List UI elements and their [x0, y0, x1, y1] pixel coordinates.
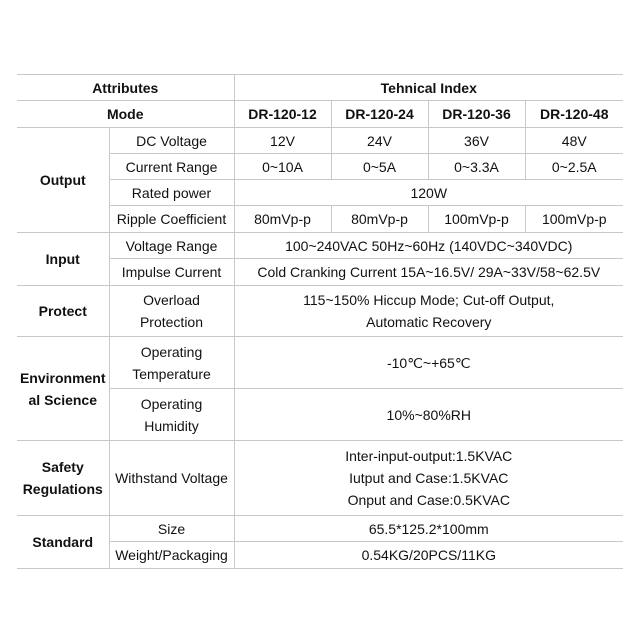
voltage-range-value: 100~240VAC 50Hz~60Hz (140VDC~340VDC) — [234, 233, 623, 259]
safety-category-line1: Safety — [41, 459, 84, 475]
ripple-value: 100mVp-p — [428, 206, 525, 233]
model-1: DR-120-12 — [234, 101, 331, 128]
voltage-range-row — [17, 233, 623, 259]
humidity-value: 10%~80%RH — [234, 389, 623, 441]
impulse-current-value: Cold Cranking Current 15A~16.5V/ 29A~33V/58~62.5V — [234, 259, 623, 286]
overload-row — [17, 286, 623, 337]
dc-voltage-row — [17, 128, 623, 154]
overload-value-line2: Automatic Recovery — [366, 314, 492, 330]
withstand-line2: Iutput and Case:1.5KVAC — [349, 470, 509, 486]
temperature-label-line2: Temperature — [132, 365, 211, 382]
voltage-range-label: Voltage Range — [109, 233, 234, 259]
dc-voltage-value: 24V — [331, 128, 428, 154]
current-range-label: Current Range — [109, 154, 234, 180]
ripple-value: 80mVp-p — [234, 206, 331, 233]
temperature-label — [109, 337, 234, 389]
ripple-value: 100mVp-p — [525, 206, 623, 233]
standard-category: Standard — [17, 516, 109, 569]
current-range-value: 0~5A — [331, 154, 428, 180]
dc-voltage-value: 12V — [234, 128, 331, 154]
safety-category — [17, 441, 109, 516]
withstand-label: Withstand Voltage — [109, 441, 234, 516]
ripple-value: 80mVp-p — [331, 206, 428, 233]
overload-label — [109, 286, 234, 337]
weight-label: Weight/Packaging — [109, 542, 234, 569]
size-value: 65.5*125.2*100mm — [234, 516, 623, 542]
size-label: Size — [109, 516, 234, 542]
output-category: Output — [17, 128, 109, 233]
impulse-current-label: Impulse Current — [109, 259, 234, 286]
attributes-header: Attributes — [17, 75, 234, 101]
overload-label-line2: Protection — [139, 314, 204, 330]
withstand-row — [17, 441, 623, 516]
mode-row — [17, 101, 623, 128]
temperature-row — [17, 337, 623, 389]
dc-voltage-value: 36V — [428, 128, 525, 154]
technical-index-header: Tehnical Index — [234, 75, 623, 101]
environment-category — [17, 337, 109, 441]
ripple-label: Ripple Coefficient — [109, 206, 234, 233]
current-range-value: 0~3.3A — [428, 154, 525, 180]
environment-category-line2: al Science — [28, 391, 97, 408]
size-row — [17, 516, 623, 542]
humidity-label-line1: Operating — [140, 395, 203, 412]
temperature-value: -10℃~+65℃ — [234, 337, 623, 389]
safety-category-line2: Regulations — [22, 481, 103, 497]
weight-value: 0.54KG/20PCS/11KG — [234, 542, 623, 569]
spec-table — [17, 74, 623, 569]
current-range-value: 0~2.5A — [525, 154, 623, 180]
rated-power-label: Rated power — [109, 180, 234, 206]
humidity-label-line2: Humidity — [144, 417, 199, 434]
temperature-label-line1: Operating — [140, 343, 203, 360]
overload-label-line1: Overload — [143, 292, 200, 308]
dc-voltage-value: 48V — [525, 128, 623, 154]
rated-power-value: 120W — [234, 180, 623, 206]
header-row — [17, 75, 623, 101]
withstand-line1: Inter-input-output:1.5KVAC — [345, 448, 513, 464]
overload-value-line1: 115~150% Hiccup Mode; Cut-off Output, — [303, 292, 555, 308]
model-2: DR-120-24 — [331, 101, 428, 128]
environment-category-line1: Environment — [19, 369, 106, 386]
withstand-value — [234, 441, 623, 516]
mode-header: Mode — [17, 101, 234, 128]
protect-category: Protect — [17, 286, 109, 337]
overload-value — [234, 286, 623, 337]
model-3: DR-120-36 — [428, 101, 525, 128]
current-range-value: 0~10A — [234, 154, 331, 180]
model-4: DR-120-48 — [525, 101, 623, 128]
humidity-label — [109, 389, 234, 441]
input-category: Input — [17, 233, 109, 286]
dc-voltage-label: DC Voltage — [109, 128, 234, 154]
withstand-line3: Onput and Case:0.5KVAC — [347, 492, 510, 508]
